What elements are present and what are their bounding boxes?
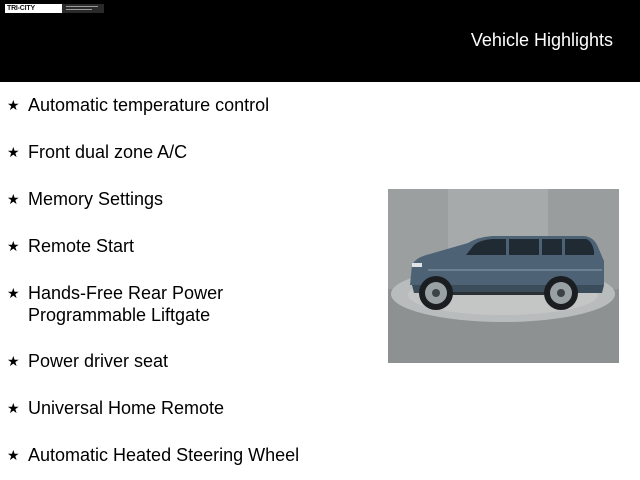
star-icon: ★ (7, 285, 20, 301)
dealer-logo[interactable] (5, 4, 104, 13)
logo-contact-band (62, 4, 104, 13)
star-icon: ★ (7, 447, 20, 463)
list-item (7, 235, 328, 257)
feature-text: Universal Home Remote (28, 398, 225, 418)
feature-text: Front dual zone A/C (28, 142, 188, 162)
feature-text: Power driver seat (28, 351, 169, 371)
list-item (7, 94, 328, 116)
star-icon: ★ (7, 144, 20, 160)
header-bar (0, 0, 640, 82)
star-icon: ★ (7, 191, 20, 207)
list-item (7, 282, 248, 326)
star-icon: ★ (7, 353, 20, 369)
feature-text: Automatic Heated Steering Wheel (28, 445, 300, 465)
feature-text: Remote Start (28, 236, 135, 256)
logo-contact-line (66, 9, 92, 10)
vehicle-photo (388, 189, 619, 363)
feature-text: Automatic temperature control (28, 95, 270, 115)
logo-text: TRI-CITY (7, 5, 35, 12)
star-icon: ★ (7, 238, 20, 254)
star-icon: ★ (7, 400, 20, 416)
list-item (7, 188, 328, 210)
list-item (7, 141, 328, 163)
list-item (7, 350, 328, 372)
page-title: Vehicle Highlights (470, 30, 613, 50)
list-item (7, 444, 328, 466)
logo-contact-line (66, 6, 98, 7)
vehicle-illustration (388, 189, 619, 363)
star-icon: ★ (7, 97, 20, 113)
feature-text: Hands-Free Rear Power Programmable Liftgate (28, 283, 224, 325)
list-item (7, 397, 328, 419)
feature-text: Memory Settings (28, 189, 164, 209)
